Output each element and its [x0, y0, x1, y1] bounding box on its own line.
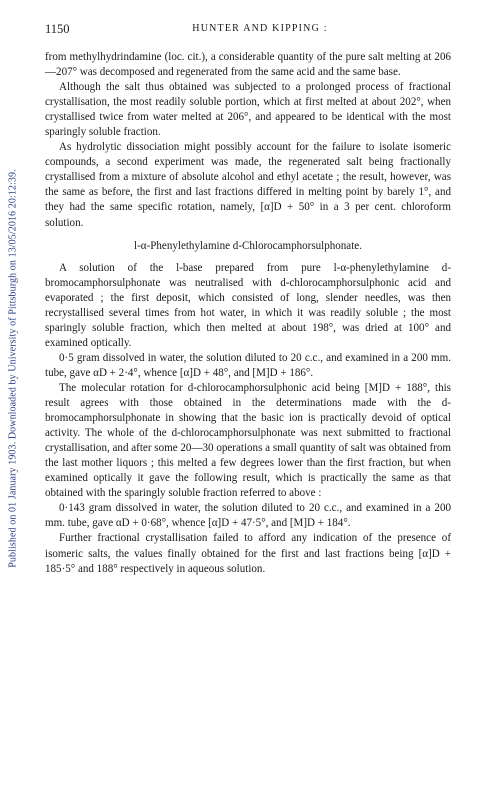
- paragraph: from methylhydrindamine (loc. cit.), a considerable quantity of the pure salt melting at 206—207° was decomposed and regenerated from the same acid and the same base.: [45, 51, 451, 79]
- paragraph: As hydrolytic dissociation might possibly account for the failure to isolate isomeric compounds, a second experiment was made, the regenerated salt being fractionally crystallised from a mixture of absolute alcohol and ethyl acetate ; the result, however, was the same as before, the first and last fractions differed in melting point by barely 1°, and they had the same specific rotation, namely, [α]D + 50° in a 3 per cent. chloroform solution.: [45, 141, 451, 229]
- paragraph: Further fractional crystallisation failed to afford any indication of the presence of isomeric salts, the values finally obtained for the first and last fractions being [α]D + 185·5° and 188° respectively in aqueous solution.: [45, 532, 451, 575]
- paragraph: A solution of the l-base prepared from pure l-α-phenylethylamine d-bromocamphorsulphonate was neutralised with d-chlorocamphorsulphonic acid and evaporated ; the first deposit, which consisted of long, slender needles, was then recrystallised several times from hot water, in which it was readily soluble ; the most sparingly soluble fraction, which then melted at about 198°, was dried at 100° and examined optically.: [45, 261, 451, 349]
- measurement-paragraph: 0·5 gram dissolved in water, the solution diluted to 20 c.c., and examined in a 200 mm. tube, gave αD + 2·4°, whence [α]D + 48°, and [M]D + 186°.: [45, 351, 451, 379]
- page-number: 1150: [45, 22, 70, 36]
- paragraph: Although the salt thus obtained was subjected to a prolonged process of fractional crystallisation, the most readily soluble portion, which at first melted at about 202°, when crystallised twice from water melted at 206°, and appeared to be identical with the most sparingly soluble fraction.: [45, 81, 451, 139]
- download-watermark: [2, 8, 24, 728]
- paragraph: The molecular rotation for d-chlorocamphorsulphonic acid being [M]D + 188°, this result agrees with those obtained in the determinations made with the d-bromocamphorsulphonate in showing that the basic ion is practically devoid of optical activity. The whole of the d-chlorocamphorsulphonate was next submitted to fractional crystallisation, and after some 20—30 operations a small quantity of salt was obtained from the last mother liquors ; this melted a few degrees lower than the first fraction, but when examined optically it gave the following result, which is practically the same as that obtained with the sparingly soluble fraction referred to above :: [45, 381, 451, 500]
- download-watermark-text: Published on 01 January 1903. Downloaded by University of Pittsburgh on 13/05/2016 20:12:39.: [7, 168, 19, 568]
- section-title: l-α-Phenylethylamine d-Chlorocamphorsulphonate.: [134, 239, 362, 252]
- article-body: [45, 50, 451, 577]
- running-title: HUNTER AND KIPPING :: [192, 23, 328, 34]
- measurement-paragraph: 0·143 gram dissolved in water, the solution diluted to 20 c.c., and examined in a 200 mm. tube, gave αD + 0·68°, whence [α]D + 47·5°, and [M]D + 184°.: [45, 502, 451, 530]
- page-header: [45, 22, 445, 38]
